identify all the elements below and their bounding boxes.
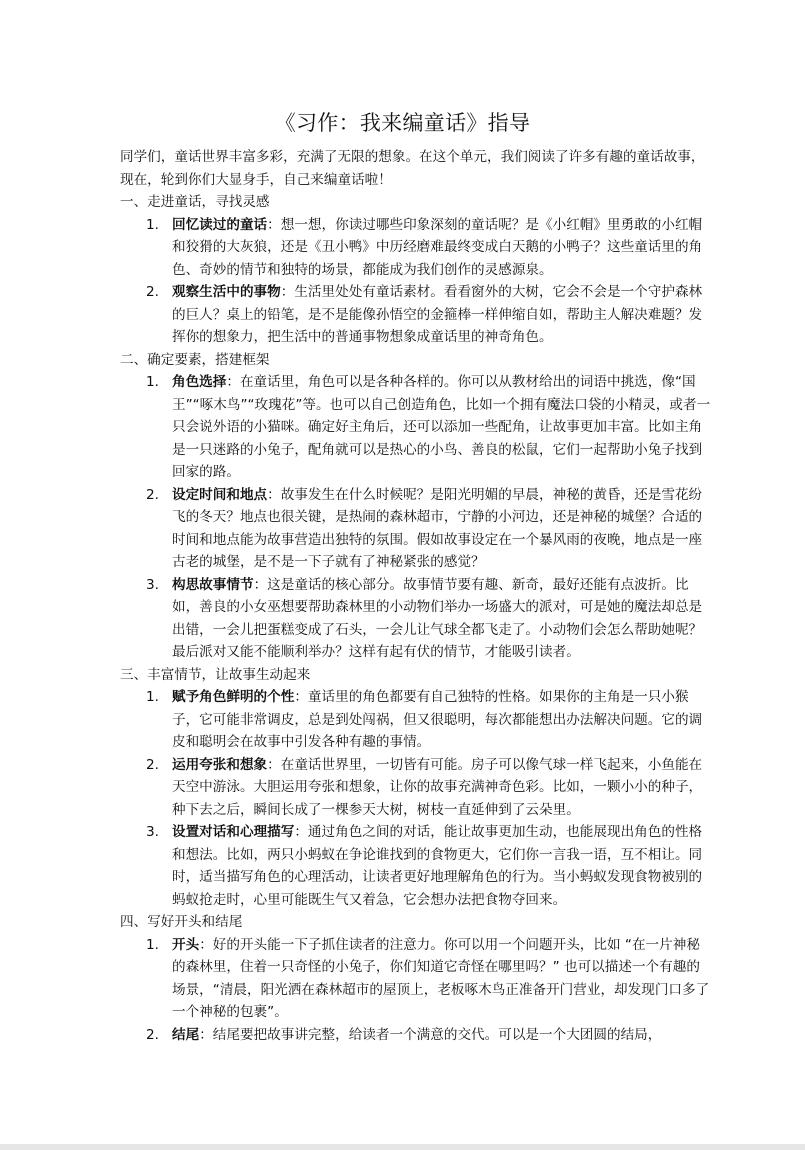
list-item (146, 484, 711, 574)
item-label: 结尾 (172, 1026, 200, 1043)
item-label: 开头 (172, 936, 200, 953)
section-1 (120, 191, 711, 349)
section-3 (120, 664, 711, 912)
item-number: 1. (146, 216, 159, 233)
section-4 (120, 911, 711, 1046)
item-text: ：故事发生在什么时候呢？是阳光明媚的早晨，神秘的黄昏，还是雪花纷飞的冬天？地点也很关键，是热闹的森林超市，宁静的小河边，还是神秘的城堡？合适的时间和地点能为故事营造出独特的氛围。假如故事设定在一个暴风雨的夜晚，地点是一座古老的城堡，是不是一下子就有了神秘紧张的感觉？ (172, 486, 703, 570)
list-item (146, 934, 711, 1024)
item-text: ：好的开头能一下子抓住读者的注意力。你可以用一个问题开头，比如 “在一片神秘的森林里，住着一只奇怪的小兔子，你们知道它奇怪在哪里吗？” 也可以描述一个有趣的场景，“清晨，阳光洒在森林超市的屋顶上，老板啄木鸟正准备开门营业，却发现门口多了一个神秘的包裹”。 (172, 936, 710, 1020)
item-text: ：通过角色之间的对话，能让故事更加生动，也能展现出角色的性格和想法。比如，两只小蚂蚁在争论谁找到的食物更大，它们你一言我一语，互不相让。同时，适当描写角色的心理活动，让读者更好地理解角色的行为。当小蚂蚁发现食物被别的蚂蚁抢走时，心里可能既生气又着急，它会想办法把食物夺回来。 (172, 824, 703, 908)
item-number: 1. (146, 936, 159, 953)
bottom-divider (0, 1144, 805, 1150)
item-number: 3. (146, 576, 159, 593)
list-item (146, 686, 711, 754)
item-label: 构思故事情节 (172, 576, 254, 593)
section-heading: 一、走进童话，寻找灵感 (120, 194, 270, 210)
item-text: ：生活里处处有童话素材。看看窗外的大树，它会不会是一个守护森林的巨人？桌上的铅笔，是不是能像孙悟空的金箍棒一样伸缩自如，帮助主人解决难题？发挥你的想象力，把生活中的普通事物想象成童话里的神奇角色。 (172, 284, 703, 345)
item-number: 2. (146, 284, 159, 300)
section-list (120, 686, 711, 911)
item-text: ：这是童话的核心部分。故事情节要有趣、新奇，最好还能有点波折。比如，善良的小女巫想要帮助森林里的小动物们举办一场盛大的派对，可是她的魔法却总是出错，一会儿把蛋糕变成了石头，一会儿让气球全都飞走了。小动物们会怎么帮助她呢？最后派对又能不能顺利举办？这样有起有伏的情节，才能吸引读者。 (172, 576, 703, 660)
list-item (146, 574, 711, 664)
section-heading: 三、丰富情节，让故事生动起来 (120, 666, 311, 683)
list-item (146, 214, 711, 282)
section-list (120, 214, 711, 349)
item-number: 1. (146, 689, 159, 705)
item-number: 1. (146, 374, 159, 390)
section-list (120, 934, 711, 1047)
section-2 (120, 349, 711, 664)
item-label: 回忆读过的童话 (172, 216, 268, 233)
list-item (146, 1024, 711, 1047)
section-heading: 二、确定要素，搭建框架 (120, 351, 270, 368)
item-text: ：在童话里，角色可以是各种各样的。你可以从教材给出的词语中挑选，像“国王”“啄木鸟”“玫瑰花”等。也可以自己创造角色，比如一个拥有魔法口袋的小精灵，或者一只会说外语的小猫咪。确定好主角后，还可以添加一些配角，让故事更加丰富。比如主角是一只迷路的小兔子，配角就可以是热心的小鸟、善良的松鼠，它们一起帮助小兔子找到回家的路。 (172, 374, 711, 480)
item-label: 观察生活中的事物 (172, 284, 281, 300)
list-item (146, 821, 711, 911)
list-item (146, 281, 711, 349)
item-number: 2. (146, 756, 159, 773)
item-number: 2. (146, 1026, 159, 1043)
intro-paragraph: 同学们，童话世界丰富多彩，充满了无限的想象。在这个单元，我们阅读了许多有趣的童话故事，现在，轮到你们大显身手，自己来编童话啦！ (120, 149, 705, 188)
section-list (120, 371, 711, 664)
item-label: 设置对话和心理描写 (172, 824, 295, 840)
page-title: 《习作：我来编童话》指导 (274, 111, 531, 135)
item-number: 2. (146, 486, 159, 503)
list-item (146, 371, 711, 484)
item-label: 角色选择 (172, 374, 227, 390)
item-text: ：结尾要把故事讲完整，给读者一个满意的交代。可以是一个大团圆的结局， (199, 1026, 662, 1043)
item-text: ：在童话世界里，一切皆有可能。房子可以像气球一样飞起来，小鱼能在天空中游泳。大胆运用夸张和想象，让你的故事充满神奇色彩。比如，一颗小小的种子，种下去之后，瞬间长成了一棵参天大树，树枝一直延伸到了云朵里。 (172, 756, 703, 818)
list-item (146, 754, 711, 822)
item-number: 3. (146, 824, 159, 840)
item-text: ：童话里的角色都要有自己独特的性格。如果你的主角是一只小猴子，它可能非常调皮，总是到处闯祸，但又很聪明，每次都能想出办法解决问题。它的调皮和聪明会在故事中引发各种有趣的事情。 (172, 689, 703, 750)
item-label: 运用夸张和想象 (172, 756, 268, 773)
item-text: ：想一想，你读过哪些印象深刻的童话呢？是《小红帽》里勇敢的小红帽和狡猾的大灰狼，还是《丑小鸭》中历经磨难最终变成白天鹅的小鸭子？这些童话里的角色、奇妙的情节和独特的场景，都能成为我们创作的灵感源泉。 (172, 216, 703, 278)
item-label: 赋予角色鲜明的个性 (172, 689, 295, 705)
section-heading: 四、写好开头和结尾 (120, 914, 243, 930)
item-label: 设定时间和地点 (172, 486, 268, 503)
